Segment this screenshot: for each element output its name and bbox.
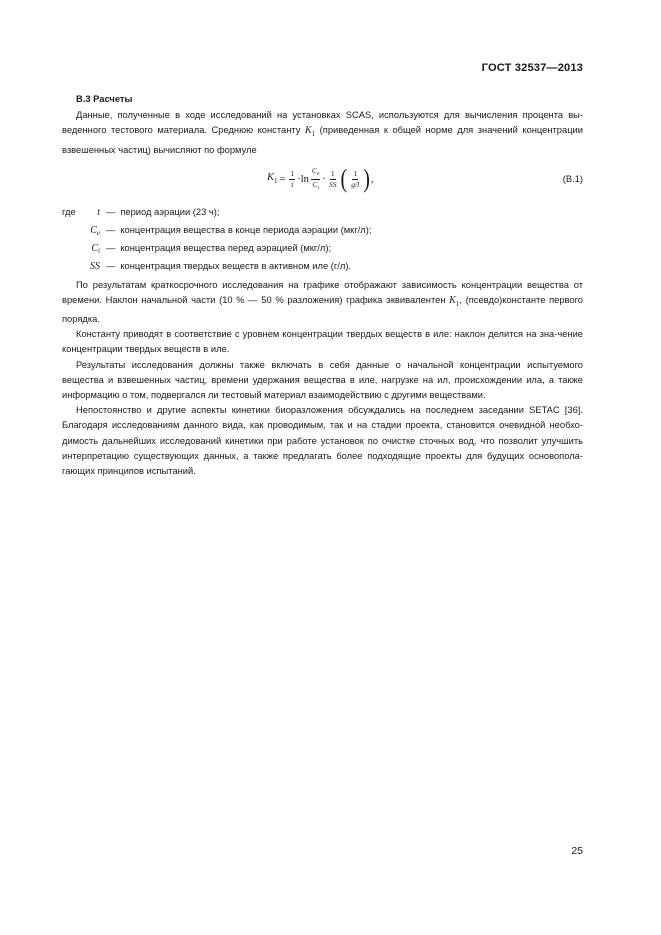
variable-definitions (62, 205, 583, 278)
fraction-one-over-ss: $\frac{1}{SS}$ (328, 168, 337, 189)
paragraph-constant: Константу приводят в соответствие с уровнем концентрации твердых веществ в иле: наклон делится на зна-чение концентрации твердых веществ в иле. (62, 329, 583, 355)
formula-k1: $K_1$ = $\frac{1}{t}$ · ln $\frac{C_e}{C_i}$ · $\frac{1}{SS}$ ( $\frac{1}{g/l}$ ) , (267, 165, 374, 194)
page-content (62, 92, 583, 479)
definition-row: $C_e$ — концентрация вещества в конце периода аэрации (мкг/л); (90, 225, 372, 238)
paragraph-results: Результаты исследования должны также включать в себя данные о начальной концентрации испытуемого вещества и взвешенных частиц, времени удержания вещества в иле, нагрузке на ил, происхождении ила, а также информацию о том, подвергался ли тестовый материал взаимодействию с другими веществами. (62, 359, 583, 401)
definition-row: $C_i$ — концентрация вещества перед аэрацией (мкг/л); (91, 243, 332, 256)
equation-number: (В.1) (562, 173, 583, 184)
definition-row: SS — концентрация твердых веществ в активном иле (г/л). (90, 261, 352, 273)
fraction-ce-over-ci: $\frac{C_e}{C_i}$ (311, 165, 320, 191)
fraction-one-over-gl: $\frac{1}{g/l}$ (351, 168, 360, 189)
paragraph-kinetics: Непостоянство и другие аспекты кинетики биоразложения обсуждались на последнем заседании SETAC [36]. Благодаря исследованиям данного вида, как проводимым, так и на стадии проекта, становится очевидной необхо-димость дальнейших исследований кинетики при работе установок по очистке сточных вод, что позволит улучшить интерпретацию существующих данных, а также предлагать более подходящие проекты для будущих основопола-гающих принципов испытаний. (62, 405, 583, 477)
fraction-one-over-t: $\frac{1}{t}$ (290, 168, 295, 189)
paragraph-graph: По результатам краткосрочного исследования на графике отображают зависимость концентрации вещества от времени. Наклон начальной части (10 % — 50 % разложения) графика эквивалентен $K_1$, (псевдо)константе первого порядка. (62, 279, 583, 325)
symbol-k1: $K_1$ (304, 125, 316, 139)
symbol-k1: $K_1$ (449, 294, 460, 308)
section-title: В.3 Расчеты (76, 94, 133, 104)
document-code: ГОСТ 32537—2013 (481, 62, 583, 74)
paragraph-intro: Данные, полученные в ходе исследований на установках SCAS, используются для вычисления процента вы-веденного тестового материала. Среднюю константу $K_1$ (приведенная к общей норме для значений концентрации взвешенных частиц) вычисляют по формуле (62, 110, 583, 155)
page-number: 25 (571, 845, 583, 857)
definition-row: где t — период аэрации (23 ч); (62, 206, 220, 218)
formula-block (62, 160, 583, 202)
